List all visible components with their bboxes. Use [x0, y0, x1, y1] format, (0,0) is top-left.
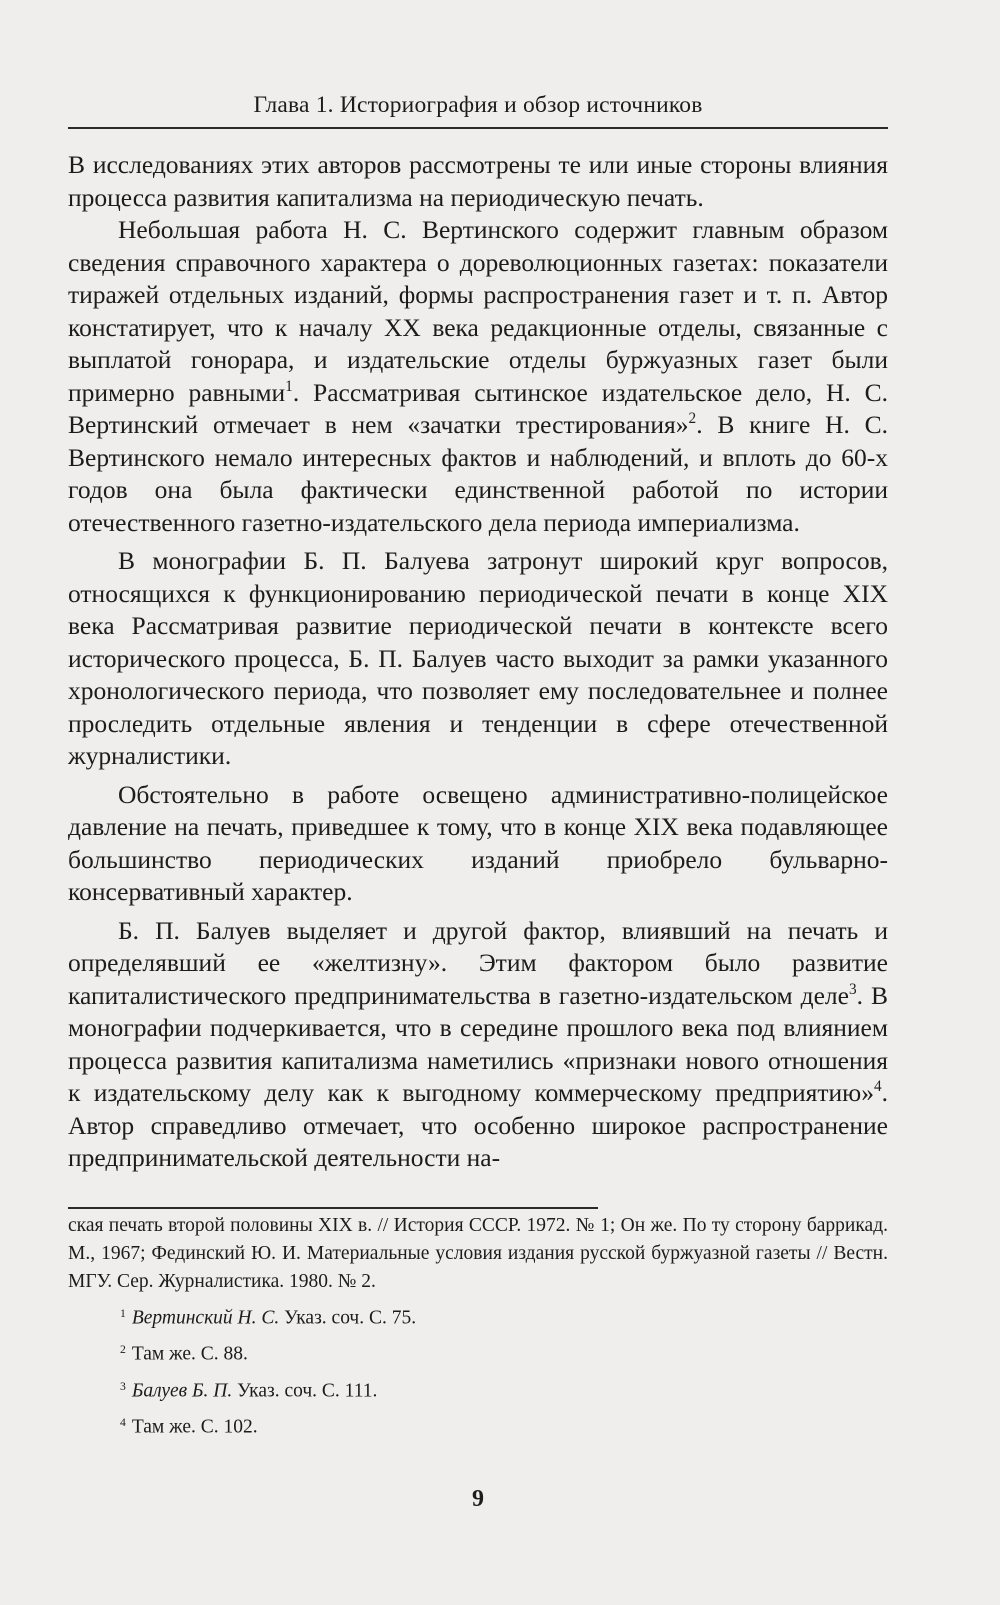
footnote-author: Балуев Б. П. — [131, 1380, 233, 1402]
header-rule — [68, 127, 888, 129]
footnotes — [68, 1212, 888, 1442]
footnote-1: $^1$ Вертинский Н. С. Указ. соч. С. 75. — [120, 1307, 417, 1329]
paragraph-5: Б. П. Балуев выделяет и другой фактор, влиявший на печать и определявший ее «желтизну». Этим фактором было развитие капиталистического предпринимательства в газетно-издательском деле$^3$. В монографии подчеркивается, что в середине прошлого века под влиянием процесса развития капитализма наметились «признаки нового отношения к издательскому делу как к выгодному коммерческому предприятию»$^4$. Автор справедливо отмечает, что особенно широкое распространение предпринимательской деятельности на- — [68, 915, 888, 1172]
running-header: Глава 1. Историография и обзор источников — [253, 92, 703, 118]
page-number: 9 — [472, 1486, 484, 1512]
main-text — [68, 149, 888, 1175]
footnote-continuation: ская печать второй половины XIX в. // История СССР. 1972. № 1; Он же. По ту сторону баррикад. М., 1967; Фединский Ю. И. Материальные условия издания русской буржуазной газеты // Вестн. МГУ. Сер. Журналистика. 1980. № 2. — [68, 1215, 888, 1292]
footnote-2: $^2$ Там же. С. 88. — [120, 1343, 248, 1365]
paragraph-3: В монографии Б. П. Балуева затронут широкий круг вопросов, относящихся к функционированию периодической печати в конце XIX века Рассматривая развитие периодической печати в контексте всего исторического процесса, Б. П. Балуев часто выходит за рамки указанного хронологического периода, что позволяет ему последовательнее и полнее проследить отдельные явления и тенденции в сфере отечественной журналистики. — [68, 546, 888, 770]
paragraph-4: Обстоятельно в работе освещено административно-полицейское давление на печать, приведшее к тому, что в конце XIX века подавляющее большинство периодических изданий приобрело бульварно-консервативный характер. — [68, 779, 888, 906]
footnote-rule — [68, 1207, 598, 1209]
paragraph-1: В исследованиях этих авторов рассмотрены те или иные стороны влияния процесса развития капитализма на периодическую печать. — [68, 150, 888, 212]
paragraph-2: Небольшая работа Н. С. Вертинского содержит главным образом сведения справочного характера о дореволюционных газетах: показатели тиражей отдельных изданий, формы распространения газет и т. п. Автор констатирует, что к началу XX века редакционные отделы, связанные с выплатой гонорара, и издательские отделы буржуазных газет были примерно равными$^1$. Рассматривая сытинское издательское дело, Н. С. Вертинский отмечает в нем «зачатки трестирования»$^2$. В книге Н. С. Вертинского немало интересных фактов и наблюдений, и вплоть до 60-х годов она была фактически единственной работой по истории отечественного газетно-издательского дела периода империализма. — [68, 215, 888, 537]
footnote-3: $^3$ Балуев Б. П. Указ. соч. С. 111. — [120, 1379, 378, 1402]
footnote-4: $^4$ Там же. С. 102. — [120, 1416, 258, 1438]
footnote-author: Вертинский Н. С. — [131, 1307, 280, 1329]
